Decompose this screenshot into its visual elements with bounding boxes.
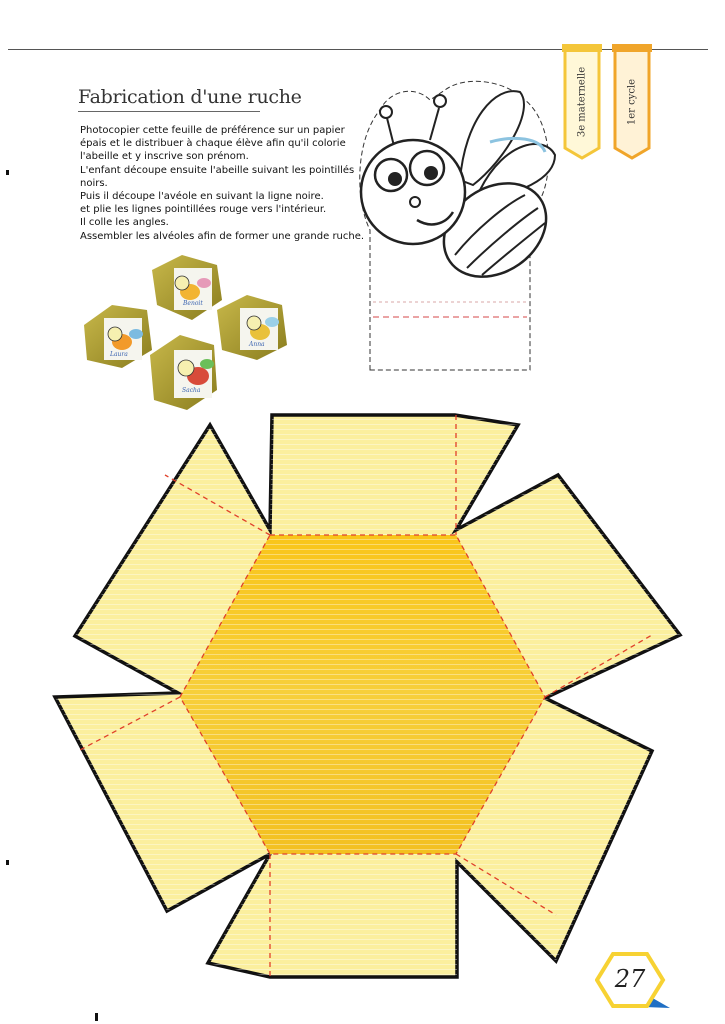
instruction-line: Photocopier cette feuille de préférence sur un papier bbox=[80, 125, 345, 136]
instruction-line: Assembler les alvéoles afin de former une grande ruche. bbox=[80, 230, 365, 242]
scan-mark bbox=[95, 1013, 98, 1021]
page-number-badge bbox=[595, 950, 670, 1012]
instruction-line: et plie les lignes pointillées rouge vers l'intérieur. bbox=[80, 204, 327, 216]
hive-photo bbox=[82, 250, 318, 415]
bee-name-label: Benoit bbox=[183, 300, 203, 307]
bee-cutout bbox=[355, 80, 560, 375]
hexagon-net-drawing bbox=[40, 405, 700, 980]
bee-name-label: Laura bbox=[110, 351, 128, 358]
instruction-line: noirs. bbox=[80, 177, 108, 189]
scan-mark bbox=[6, 170, 9, 175]
page-number: 27 bbox=[614, 965, 646, 993]
title-underline bbox=[78, 111, 260, 112]
instruction-line: Puis il découpe l'avéole en suivant la ligne noire. bbox=[80, 191, 324, 203]
bee-cutout-drawing bbox=[355, 80, 560, 375]
instruction-line: Il colle les angles. bbox=[80, 217, 169, 229]
tab-label-maternelle: 3e maternelle bbox=[576, 66, 588, 138]
hive-photo-illustration bbox=[82, 250, 318, 415]
instruction-line: L'enfant découpe ensuite l'abeille suivant les pointillés bbox=[80, 164, 355, 176]
hexagon-cell-template bbox=[40, 405, 700, 980]
tab-label-cycle: 1er cycle bbox=[626, 78, 638, 126]
level-tab-cycle bbox=[609, 42, 655, 162]
level-tab-maternelle bbox=[559, 42, 605, 162]
instructions bbox=[80, 124, 365, 243]
instruction-line: épais et le distribuer à chaque élève afin qu'il colorie bbox=[80, 138, 346, 150]
instruction-line: l'abeille et y inscrive son prénom. bbox=[80, 151, 249, 163]
bee-name-label: Anna bbox=[249, 341, 265, 348]
bee-name-label: Sacha bbox=[182, 387, 201, 394]
page-title: Fabrication d'une ruche bbox=[78, 86, 302, 108]
scan-mark bbox=[6, 860, 9, 865]
